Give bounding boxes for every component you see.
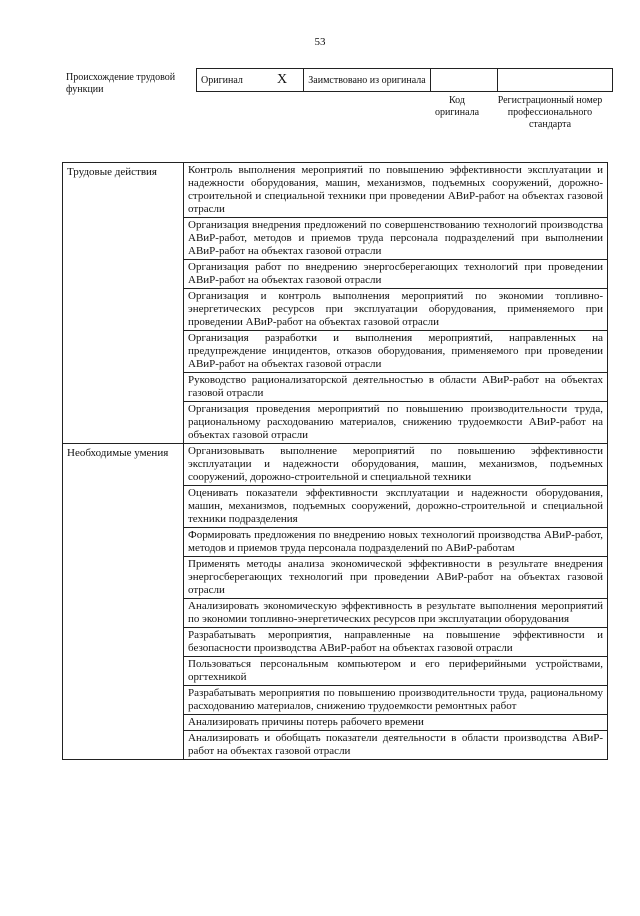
- table-row: [63, 444, 608, 486]
- code-caption: Код оригинала: [434, 95, 480, 118]
- reg-caption: Регистрационный номер профессионального стандарта: [497, 95, 603, 130]
- original-cell: Оригинал: [197, 69, 262, 92]
- table-cell-item: Применять методы анализа экономической эффективности в результате внедрения энергосберегающих технологий при проведении АВиР-работ на объектах газовой отрасли: [184, 557, 608, 599]
- table-cell-item: Контроль выполнения мероприятий по повышению эффективности эксплуатации и надежности оборудования, машин, механизмов, подъемных сооружений, дорожно-строительной и специальной техники при проведении АВиР-работ на объектах газовой отрасли: [184, 163, 608, 218]
- table-cell-item: Оценивать показатели эффективности эксплуатации и надежности оборудования, машин, механизмов, подъемных сооружений, дорожно-строительной и специальной техники подразделения: [184, 486, 608, 528]
- table-cell-item: Организация работ по внедрению энергосберегающих технологий при проведении АВиР-работ на объектах газовой отрасли: [184, 260, 608, 289]
- origin-label: Происхождение трудовой функции: [66, 72, 176, 95]
- table-cell-item: Пользоваться персональным компьютером и его периферийными устройствами, оргтехникой: [184, 657, 608, 686]
- table-cell-item: Разрабатывать мероприятия, направленные на повышение эффективности и безопасности производства АВиР-работ на объектах газовой отрасли: [184, 628, 608, 657]
- origin-table: [196, 68, 613, 92]
- section-label: Трудовые действия: [63, 163, 184, 444]
- original-mark: X: [261, 69, 304, 92]
- table-row: [63, 163, 608, 218]
- table-cell-item: Организация и контроль выполнения мероприятий по экономии топливно-энергетических ресурсов при эксплуатации оборудования, применяемого при проведении АВиР-работ на объектах газовой отрасли: [184, 289, 608, 331]
- table-cell-item: Анализировать и обобщать показатели деятельности в области производства АВиР-работ на объектах газовой отрасли: [184, 731, 608, 760]
- code-cell: [431, 69, 498, 92]
- table-cell-item: Организация проведения мероприятий по повышению производительности труда, рациональному расходованию материалов, снижению трудоемкости АВиР-работ на объектах газовой отрасли: [184, 402, 608, 444]
- labor-function-table: [62, 162, 608, 760]
- page-number: 53: [314, 36, 326, 48]
- section-label: Необходимые умения: [63, 444, 184, 760]
- borrowed-cell: Заимствовано из оригинала: [304, 69, 431, 92]
- table-cell-item: Формировать предложения по внедрению новых технологий производства АВиР-работ, методов и приемов труда персонала подразделений по АВиР-работам: [184, 528, 608, 557]
- table-cell-item: Организовывать выполнение мероприятий по повышению эффективности эксплуатации и надежности оборудования, машин, механизмов, подъемных сооружений, дорожно-строительной и специальной техники: [184, 444, 608, 486]
- reg-number-cell: [498, 69, 613, 92]
- table-cell-item: Анализировать экономическую эффективность в результате выполнения мероприятий по экономии топливно-энергетических ресурсов при эксплуатации оборудования: [184, 599, 608, 628]
- table-cell-item: Разрабатывать мероприятия по повышению производительности труда, рациональному расходованию материалов, снижению трудоемкости ремонтных работ: [184, 686, 608, 715]
- table-cell-item: Организация разработки и выполнения мероприятий, направленных на предупреждение инцидентов, отказов оборудования, применяемого при проведении АВиР-работ на объектах газовой отрасли: [184, 331, 608, 373]
- table-cell-item: Организация внедрения предложений по совершенствованию технологий производства АВиР-работ, методов и приемов труда персонала подразделений при выполнении АВиР-работ на объектах газовой отрасли: [184, 218, 608, 260]
- table-cell-item: Анализировать причины потерь рабочего времени: [184, 715, 608, 731]
- table-cell-item: Руководство рационализаторской деятельностью в области АВиР-работ на объектах газовой отрасли: [184, 373, 608, 402]
